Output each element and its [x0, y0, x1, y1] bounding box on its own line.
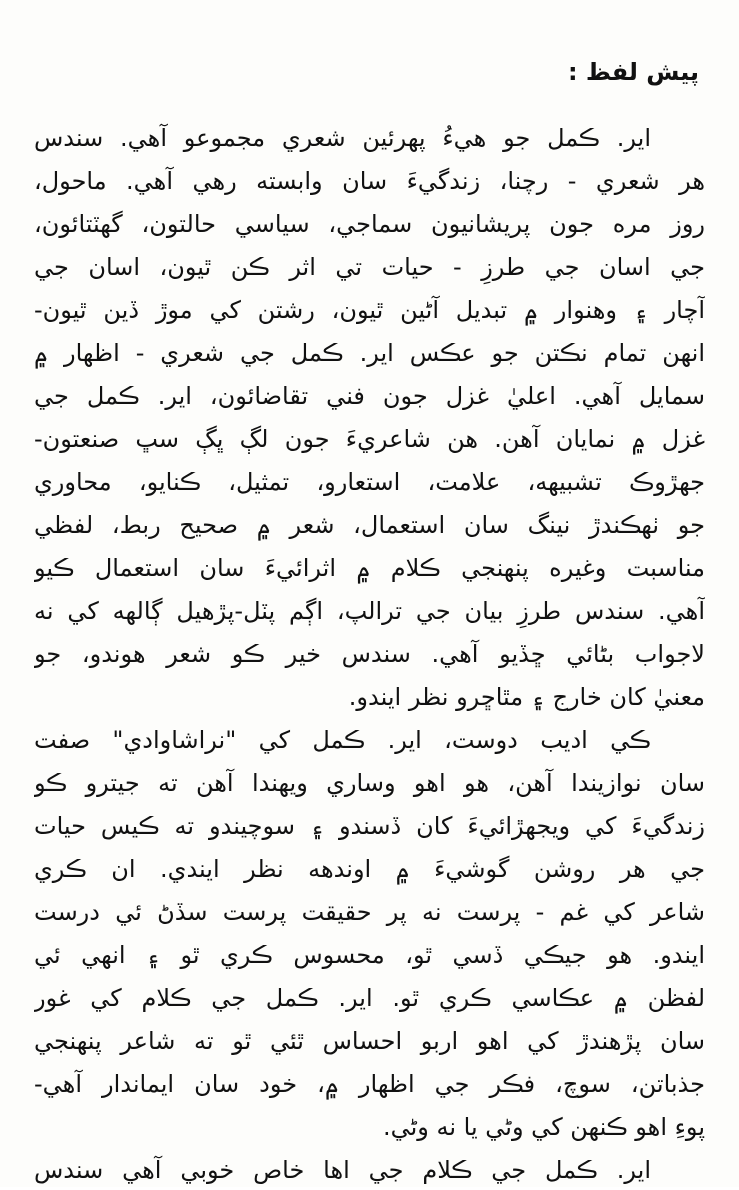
paragraph-1-line-10: جو ٺهڪندڙ نينگ سان استعمال، شعر ۾ صحيح ربط، لفظي	[34, 511, 705, 539]
paragraph-2-line-7: لفظن ۾ عڪاسي ڪري ٿو. اير. ڪمل جي ڪلام کي غور	[34, 984, 705, 1012]
paragraph-2-line-5: شاعر کي غم - پرست نه پر حقيقت پرست سڏڻ ئي درست	[34, 898, 705, 926]
paragraph-2-line-3: زندگيءَ کي ويجهڙائيءَ کان ڏسندو ۽ سوچيندو ته ڪيس حيات	[34, 812, 705, 840]
paragraph-2-line-10: پوءِ اهو ڪنهن کي وڻي يا نه وڻي.	[382, 1113, 705, 1141]
paragraph-2-line-6: ايندو. هو جيڪي ڏسي ٿو، محسوس ڪري ٿو ۽ انهي ئي	[34, 941, 705, 969]
paragraph-2-line-4: جي هر روشن گوشيءَ ۾ اوندهه نظر ايندي. ان ڪري	[34, 855, 705, 883]
paragraph-1-line-1: اير. ڪمل جو هيءُ پهرئين شعري مجموعو آهي. سندس	[34, 124, 651, 152]
paragraph-1-line-4: جي اسان جي طرزِ - حيات تي اثر ڪن ٿيون، اسان جي	[34, 253, 705, 281]
paragraph-1-line-11: مناسبت وغيره پنهنجي ڪلام ۾ اثرائيءَ سان استعمال ڪيو	[34, 554, 705, 582]
paragraph-1-line-7: سمايل آهي. اعليٰ غزل جون فني تقاضائون، اير. ڪمل جي	[34, 382, 705, 410]
paragraph-1-line-2: هر شعري - رچنا، زندگيءَ سان وابسته رهي آهي. ماحول،	[34, 167, 705, 195]
paragraph-3-line-1: اير. ڪمل جي ڪلام جي اها خاص خوبي آهي سندس	[34, 1156, 651, 1184]
paragraph-1-line-13: لاجواب بڻائي ڇڏيو آهي. سندس خير ڪو شعر هوندو، جو	[34, 640, 705, 668]
paragraph-1-line-14: معنيٰ کان خارج ۽ مٿاڇرو نظر ايندو.	[348, 683, 705, 711]
paragraph-2-line-2: سان نوازيندا آهن، هو اهو وساري ويهندا آهن ته جيترو ڪو	[34, 769, 705, 797]
paragraph-1-line-9: جهڙوڪ تشبيهه، علامت، استعارو، تمثيل، ڪنايو، محاوري	[34, 468, 705, 496]
page-content	[34, 40, 705, 1184]
paragraph-1-line-6: انهن تمام نڪتن جو عڪس اير. ڪمل جي شعري - اظهار ۾	[34, 339, 705, 367]
paragraph-2-line-1: ڪي اديب دوست، اير. ڪمل کي "نراشاوادي" صفت	[34, 726, 651, 754]
paragraph-1-line-12: آهي. سندس طرزِ بيان جي ترالپ، اڳم پٽل-پڙهيل ڳالهه کي نه	[34, 597, 705, 625]
paragraph-2-line-8: سان پڙهندڙ کي اهو اربو احساس ٿئي ٿو ته شاعر پنهنجي	[34, 1027, 705, 1055]
paragraph-1-line-8: غزل ۾ نمايان آهن. هن شاعريءَ جون لڳ ڀڳ سڀ صنعتون-	[34, 425, 705, 453]
paragraph-1-line-5: آچار ۽ وهنوار ۾ تبديل آڻين ٿيون، رشتن کي موڙ ڏين ٿيون-	[34, 296, 705, 324]
paragraph-2-line-9: جذباتن، سوچ، فڪر جي اظهار ۾، خود سان ايماندار آهي-	[34, 1070, 705, 1098]
page-heading: پيش لفظ :	[567, 58, 699, 86]
paragraph-1-line-3: روز مره جون پريشانيون سماجي، سياسي حالتون، گهٽتائون،	[34, 210, 705, 238]
